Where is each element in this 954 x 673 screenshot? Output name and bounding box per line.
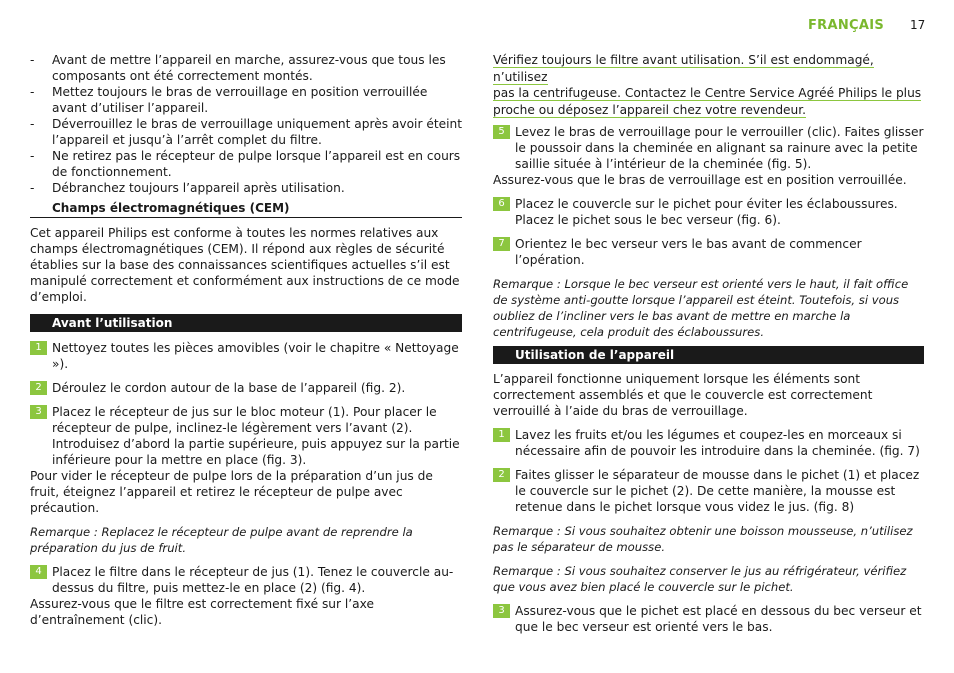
usage-step-3: 3 Assurez-vous que le pichet est placé en dessous du bec verseur et que le bec verseur est orienté vers le bas. <box>493 603 924 635</box>
filter-warning: Vérifiez toujours le filtre avant utilisation. S’il est endommagé, n’utilisez pas la centrifugeuse. Contactez le Centre Service Agréé Philips le plus proche ou déposez l’appareil chez votre revendeur. <box>493 53 922 117</box>
step-6: 6 Placez le couvercle sur le pichet pour éviter les éclaboussures. Placez le pichet sous le bec verseur (fig. 6). <box>493 196 924 228</box>
cem-heading: Champs électromagnétiques (CEM) <box>30 200 462 218</box>
note-replace-pulp: Remarque : Replacez le récepteur de pulpe avant de reprendre la préparation du jus de fruit. <box>30 525 413 555</box>
step-number-badge: 2 <box>493 468 510 482</box>
step-4-followup: Assurez-vous que le filtre est correctement fixé sur l’axe d’entraînement (clic). <box>30 597 374 627</box>
note-foam: Remarque : Si vous souhaitez obtenir une boisson mousseuse, n’utilisez pas le séparateur de mousse. <box>493 524 913 554</box>
left-column <box>30 52 462 628</box>
note-spout: Remarque : Lorsque le bec verseur est orienté vers le haut, il fait office de système anti-goutte lorsque l’appareil est éteint. Toutefois, si vous oubliez de l’incliner vers le bas avant de mettre en marche la centrifugeuse, cela produit des éclaboussures. <box>493 277 909 339</box>
list-item: - Débranchez toujours l’appareil après utilisation. <box>30 181 345 195</box>
note-refrigerator: Remarque : Si vous souhaitez conserver le jus au réfrigérateur, vérifiez que vous avez bien placé le couvercle sur le pichet. <box>493 564 907 594</box>
language-header: FRANÇAIS <box>808 18 885 33</box>
step-7: 7 Orientez le bec verseur vers le bas avant de commencer l’opération. <box>493 236 924 268</box>
step-2: 2 Déroulez le cordon autour de la base de l’appareil (fig. 2). <box>30 380 462 396</box>
step-number-badge: 1 <box>30 341 47 355</box>
step-1: 1 Nettoyez toutes les pièces amovibles (voir le chapitre « Nettoyage »). <box>30 340 462 372</box>
list-item: - Avant de mettre l’appareil en marche, assurez-vous que tous les composants ont été correctement montés. <box>30 53 446 83</box>
list-item: - Déverrouillez le bras de verrouillage uniquement après avoir éteint l’appareil et jusqu’à l’arrêt complet du filtre. <box>30 117 462 147</box>
step-number-badge: 3 <box>493 604 510 618</box>
step-number-badge: 2 <box>30 381 47 395</box>
cem-paragraph: Cet appareil Philips est conforme à toutes les normes relatives aux champs électromagnétiques (CEM). Il répond aux règles de sécurité établies sur la base des connaissances scientifiques actuelles s’il est manipulé correctement et conformément aux instructions de ce mode d’emploi. <box>30 226 460 304</box>
usage-step-2: 2 Faites glisser le séparateur de mousse dans le pichet (1) et placez le couvercle sur le pichet (2). De cette manière, la mousse est retenue dans le pichet lorsque vous videz le jus. (fig. 8) <box>493 467 924 515</box>
step-number-badge: 7 <box>493 237 510 251</box>
step-number-badge: 1 <box>493 428 510 442</box>
list-item: - Ne retirez pas le récepteur de pulpe lorsque l’appareil est en cours de fonctionnement. <box>30 149 461 179</box>
section-bar-avant-utilisation: Avant l’utilisation <box>30 314 462 332</box>
safety-bullet-list <box>30 52 462 196</box>
step-number-badge: 6 <box>493 197 510 211</box>
usage-intro: L’appareil fonctionne uniquement lorsque les éléments sont correctement assemblés et que le couvercle est correctement verrouillé à l’aide du bras de verrouillage. <box>493 372 873 418</box>
step-3: 3 Placez le récepteur de jus sur le bloc moteur (1). Pour placer le récepteur de pulpe, inclinez-le légèrement vers l’avant (2). Introduisez d’abord la partie supérieure, puis appuyez sur la partie inférieure pour la mettre en place (fig. 3). <box>30 404 462 468</box>
step-5-followup: Assurez-vous que le bras de verrouillage est en position verrouillée. <box>493 173 907 187</box>
section-bar-utilisation: Utilisation de l’appareil <box>493 346 924 364</box>
step-3-followup: Pour vider le récepteur de pulpe lors de la préparation d’un jus de fruit, éteignez l’appareil et retirez le récepteur de pulpe avec précaution. <box>30 469 433 515</box>
step-number-badge: 4 <box>30 565 47 579</box>
step-5: 5 Levez le bras de verrouillage pour le verrouiller (clic). Faites glisser le poussoir dans la cheminée en alignant sa rainure avec la petite saillie située à l’intérieur de la cheminée (fig. 5). <box>493 124 924 172</box>
usage-step-1: 1 Lavez les fruits et/ou les légumes et coupez-les en morceaux si nécessaire afin de pouvoir les introduire dans la cheminée. (fig. 7) <box>493 427 924 459</box>
right-column <box>493 52 924 635</box>
step-number-badge: 3 <box>30 405 47 419</box>
step-number-badge: 5 <box>493 125 510 139</box>
page-number: 17 <box>910 18 926 32</box>
list-item: - Mettez toujours le bras de verrouillage en position verrouillée avant d’utiliser l’appareil. <box>30 85 428 115</box>
step-4: 4 Placez le filtre dans le récepteur de jus (1). Tenez le couvercle au-dessus du filtre, puis mettez-le en place (2) (fig. 4). <box>30 564 462 596</box>
